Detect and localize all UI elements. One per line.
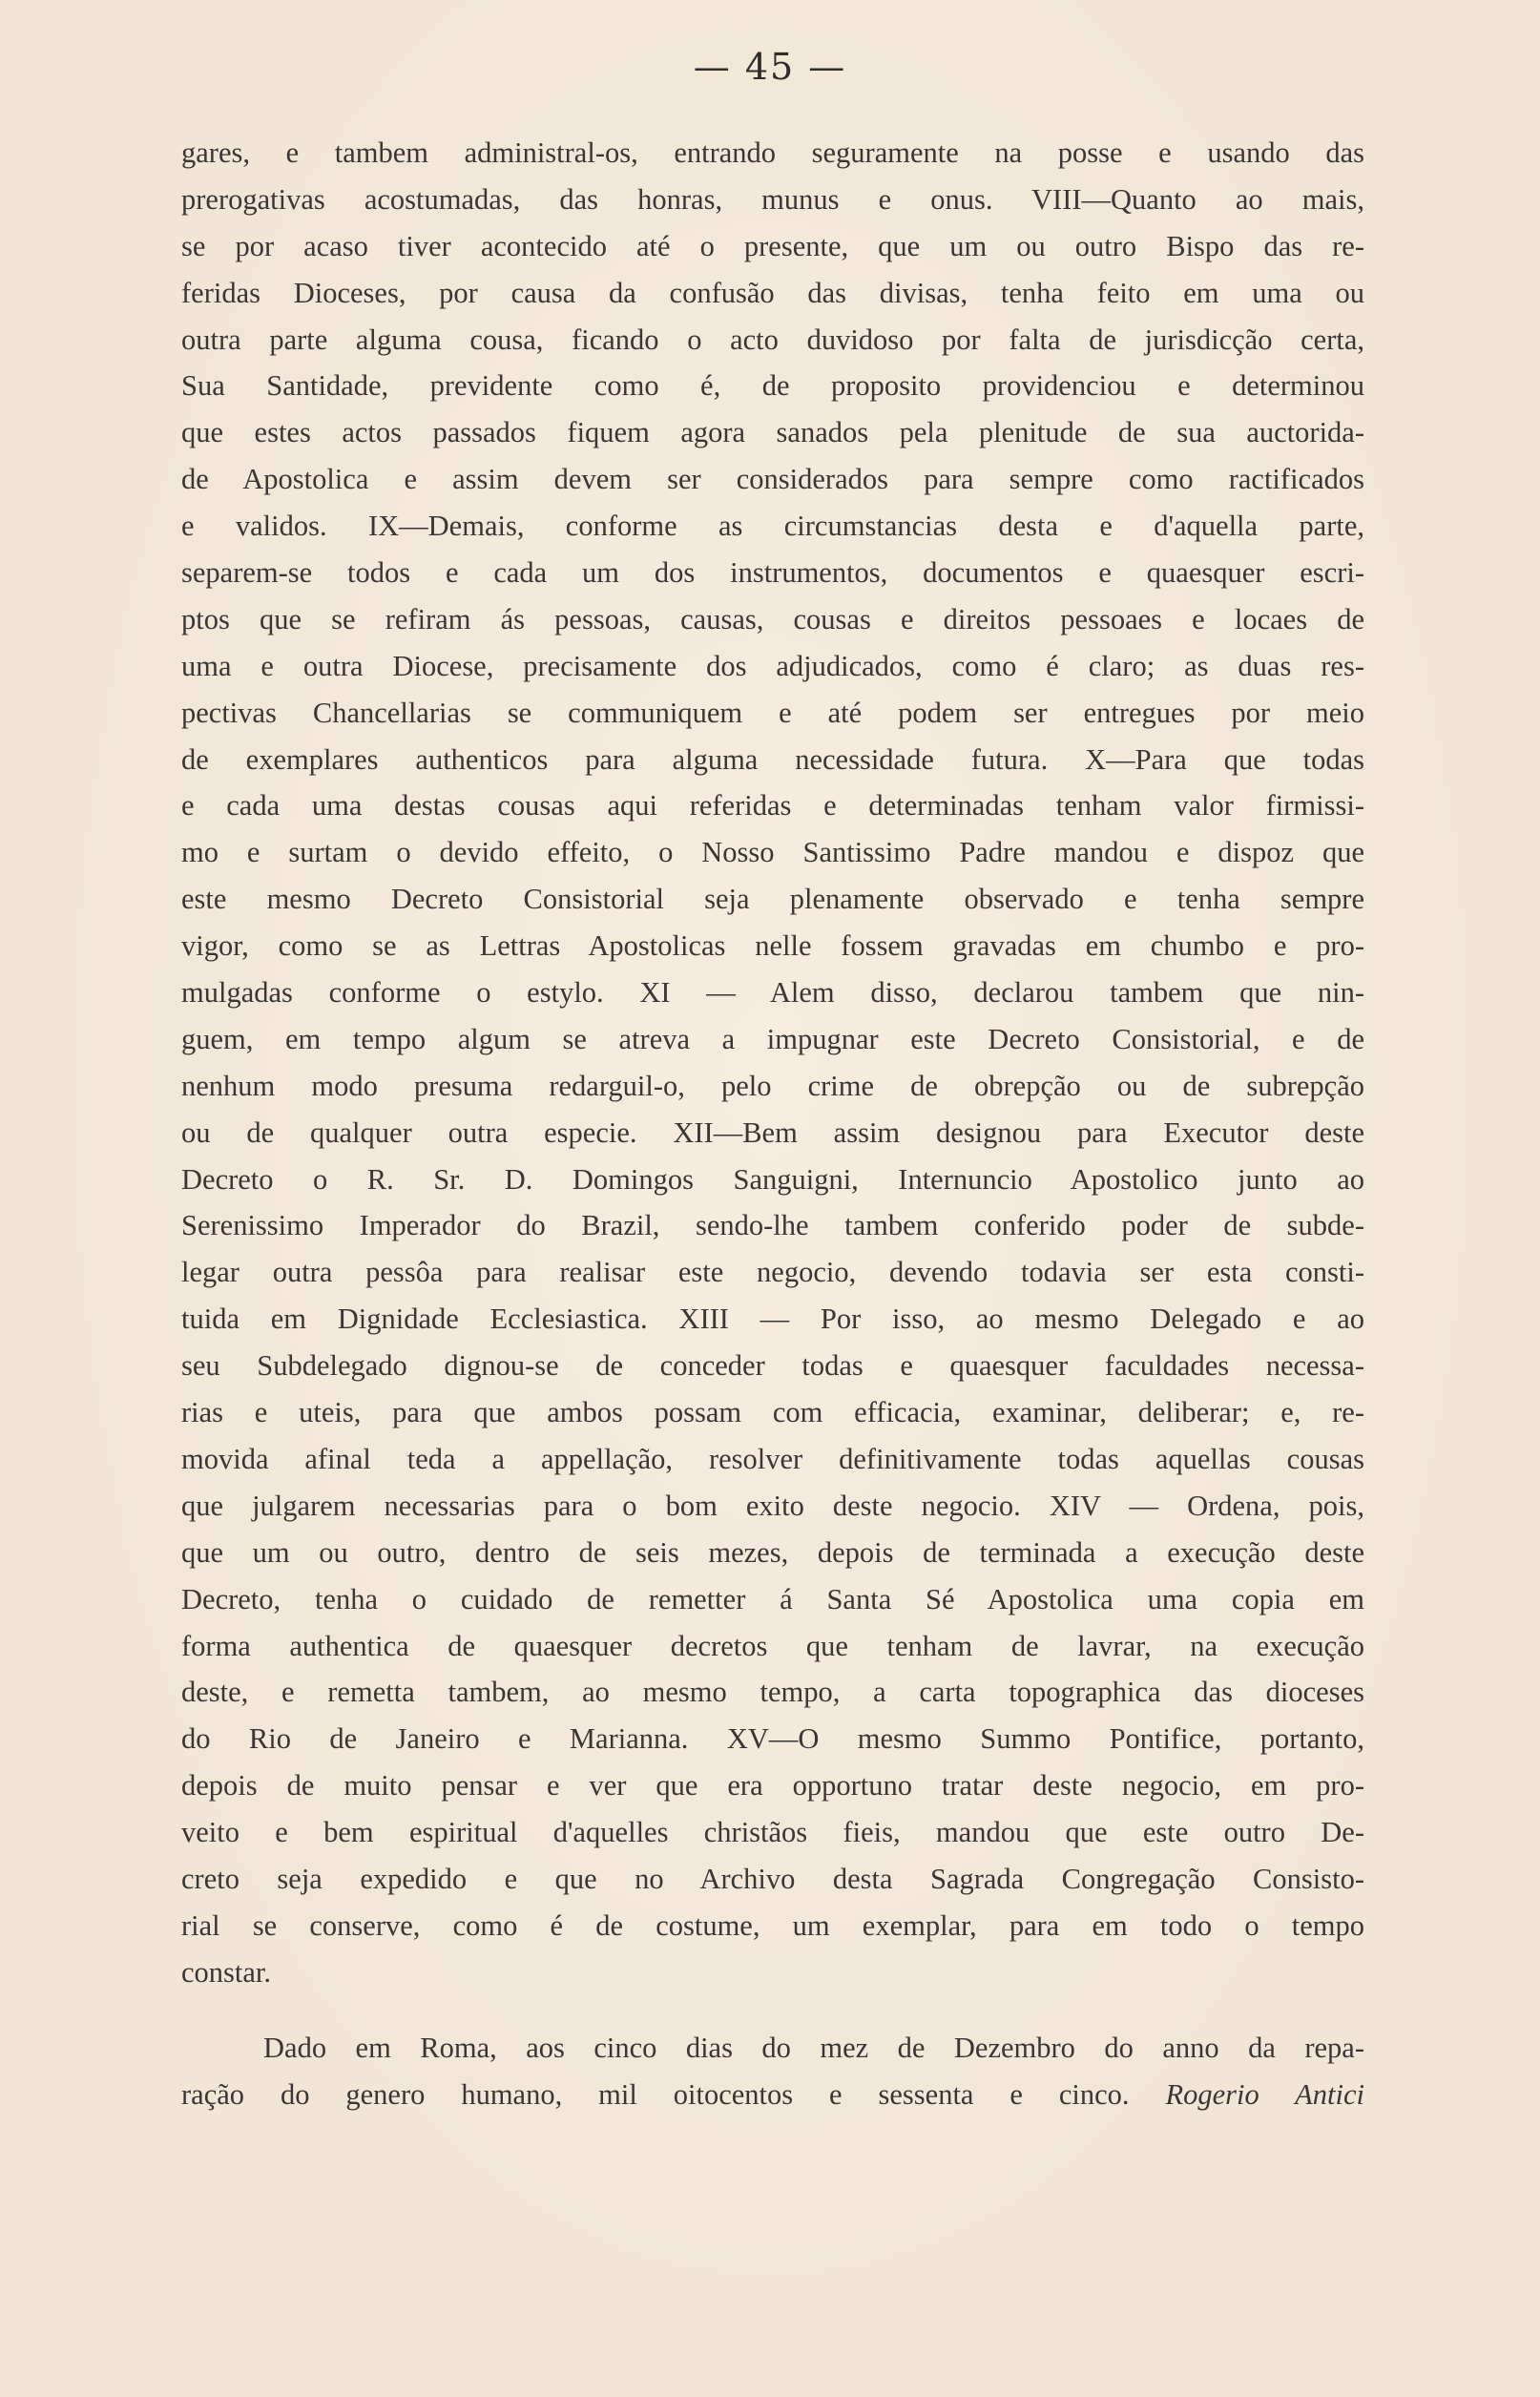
- text-line: e validos. IX—Demais, conforme as circumstancias desta e d'aquella parte,: [181, 510, 1364, 543]
- text-line: Serenissimo Imperador do Brazil, sendo-lhe tambem conferido poder de subde-: [181, 1209, 1364, 1242]
- text-line: creto seja expedido e que no Archivo desta Sagrada Congregação Consisto-: [181, 1862, 1364, 1895]
- text-line: tuida em Dignidade Ecclesiastica. XIII — Por isso, ao mesmo Delegado e ao: [181, 1303, 1364, 1336]
- text-line: movida afinal teda a appellação, resolver definitivamente todas aquellas cousas: [181, 1442, 1364, 1475]
- text-line: outra parte alguma cousa, ficando o acto duvidoso por falta de jurisdicção certa,: [181, 323, 1364, 356]
- text-line: mulgadas conforme o estylo. XI — Alem disso, declarou tambem que nin-: [181, 976, 1364, 1010]
- decree-text: [181, 130, 1364, 2117]
- closing-line-with-signature: [181, 2072, 1364, 2118]
- text-line: depois de muito pensar e ver que era opportuno tratar deste negocio, em pro-: [181, 1769, 1364, 1803]
- paragraph-gap: [181, 1996, 1364, 2025]
- text-line: que estes actos passados fiquem agora sanados pela plenitude de sua auctorida-: [181, 416, 1364, 449]
- text-line: uma e outra Diocese, precisamente dos adjudicados, como é claro; as duas res-: [181, 649, 1364, 682]
- text-line: Decreto, tenha o cuidado de remetter á Santa Sé Apostolica uma copia em: [181, 1582, 1364, 1615]
- text-line: gares, e tambem administral-os, entrando seguramente na posse e usando das: [181, 136, 1364, 169]
- closing-line: Dado em Roma, aos cinco dias do mez de Dezembro do anno da repa-: [263, 2031, 1364, 2064]
- decree-paragraph: [181, 130, 1364, 1996]
- text-line: rial se conserve, como é de costume, um exemplar, para em todo o tempo: [181, 1908, 1364, 1942]
- text-line: de Apostolica e assim devem ser considerados para sempre como ractificados: [181, 463, 1364, 496]
- text-line: mo e surtam o devido effeito, o Nosso Santissimo Padre mandou e dispoz que: [181, 836, 1364, 869]
- text-line: separem-se todos e cada um dos instrumentos, documentos e quaesquer escri-: [181, 556, 1364, 590]
- text-line: forma authentica de quaesquer decretos que tenham de lavrar, na execução: [181, 1629, 1364, 1662]
- text-line: constar.: [181, 1955, 272, 1989]
- text-line: legar outra pessôa para realisar este negocio, devendo todavia ser esta consti-: [181, 1256, 1364, 1289]
- text-line: guem, em tempo algum se atreva a impugnar este Decreto Consistorial, e de: [181, 1022, 1364, 1055]
- text-line: do Rio de Janeiro e Marianna. XV—O mesmo Summo Pontifice, portanto,: [181, 1722, 1364, 1756]
- page-number: — 45 —: [693, 46, 847, 88]
- text-line: rias e uteis, para que ambos possam com efficacia, examinar, deliberar; e, re-: [181, 1396, 1364, 1429]
- closing-text: ração do genero humano, mil oitocentos e sessenta e cinco.: [181, 2077, 1130, 2111]
- text-line: prerogativas acostumadas, das honras, munus e onus. VIII—Quanto ao mais,: [181, 182, 1364, 216]
- text-line: Decreto o R. Sr. D. Domingos Sanguigni, Internuncio Apostolico junto ao: [181, 1162, 1364, 1196]
- text-line: de exemplares authenticos para alguma necessidade futura. X—Para que todas: [181, 742, 1364, 776]
- text-line: ptos que se refiram ás pessoas, causas, cousas e direitos pessoaes e locaes de: [181, 602, 1364, 636]
- text-line: Sua Santidade, previdente como é, de proposito providenciou e determinou: [181, 369, 1364, 403]
- text-line: feridas Dioceses, por causa da confusão das divisas, tenha feito em uma ou: [181, 276, 1364, 309]
- text-line: que um ou outro, dentro de seis mezes, depois de terminada a execução deste: [181, 1535, 1364, 1569]
- text-line: vigor, como se as Lettras Apostolicas nelle fossem gravadas em chumbo e pro-: [181, 929, 1364, 963]
- text-line: se por acaso tiver acontecido até o presente, que um ou outro Bispo das re-: [181, 229, 1364, 262]
- text-line: este mesmo Decreto Consistorial seja plenamente observado e tenha sempre: [181, 883, 1364, 916]
- signature: Rogerio Antici: [1165, 2077, 1364, 2111]
- text-line: que julgarem necessarias para o bom exito deste negocio. XIV — Ordena, pois,: [181, 1489, 1364, 1522]
- text-line: e cada uma destas cousas aqui referidas e determinadas tenham valor firmissi-: [181, 789, 1364, 823]
- text-line: seu Subdelegado dignou-se de conceder todas e quaesquer faculdades necessa-: [181, 1349, 1364, 1383]
- text-line: veito e bem espiritual d'aquelles christãos fieis, mandou que este outro De-: [181, 1816, 1364, 1849]
- text-line: nenhum modo presuma redarguil-o, pelo crime de obrepção ou de subrepção: [181, 1069, 1364, 1102]
- text-line: pectivas Chancellarias se communiquem e até podem ser entregues por meio: [181, 696, 1364, 729]
- text-line: ou de qualquer outra especie. XII—Bem assim designou para Executor deste: [181, 1115, 1364, 1149]
- text-line: deste, e remetta tambem, ao mesmo tempo, a carta topographica das dioceses: [181, 1676, 1364, 1709]
